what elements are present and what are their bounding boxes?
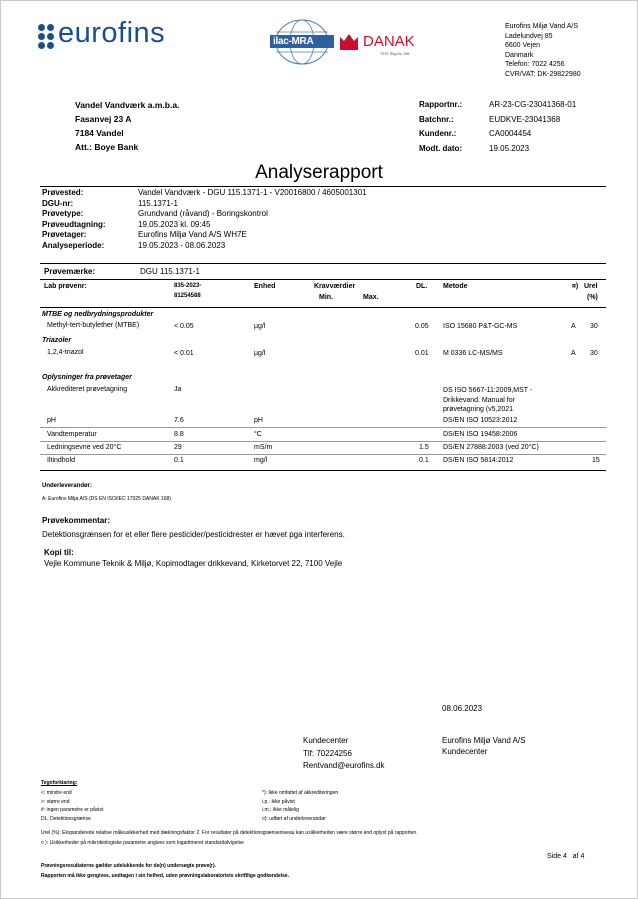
info-value: Grundvand (råvand) - Boringskontrol	[138, 209, 268, 218]
report-meta	[419, 98, 576, 156]
row-value: 7.6	[174, 417, 184, 424]
row-unit: µg/l	[254, 350, 266, 357]
recipient-line: Att.: Boye Bank	[75, 142, 139, 152]
meta-value: EUDKVE-23041368	[489, 114, 561, 124]
sign-date: 08.06.2023	[442, 704, 483, 713]
col-max: Max.	[363, 294, 379, 301]
urel-note: Urel (%): Ekspanderede relative måleusikkerhed med dækningsfaktor 2. For resultater på detektionsgrænseniveau kan usikkerheden være større end oplyst på rapporten.	[41, 830, 418, 836]
address-line: 6600 Vejen	[505, 42, 541, 49]
row-unit: °C	[254, 431, 262, 438]
eurofins-logo	[38, 17, 188, 54]
col-labno-2: 81254588	[174, 293, 201, 299]
subcontractor-title: Underleverandør:	[42, 483, 93, 489]
row-value: 29	[174, 444, 182, 451]
contact-left	[303, 735, 385, 773]
legend-item: i.p.: ikke påvist	[262, 798, 295, 805]
contact-right	[442, 735, 525, 757]
recipient-line: 7184 Vandel	[75, 128, 124, 138]
info-label: Prøvetype:	[42, 209, 84, 218]
row-method: DS/EN ISO 5814:2012	[443, 457, 514, 464]
sample-mark-label: Prøvemærke:	[44, 267, 96, 276]
row-urel: 15	[592, 457, 600, 464]
info-value: Vandel Vandværk - DGU 115.1371-1 - V20016800 / 4605001301	[138, 188, 367, 197]
col-dl: DL.	[416, 283, 428, 290]
col-unit: Enhed	[254, 283, 276, 290]
row-name: Akkrediteret prøvetagning	[47, 386, 128, 393]
row-dl: 0.05	[415, 323, 429, 330]
row-dl: 0.01	[415, 350, 429, 357]
danak-sub: TEST Reg.No. 555	[380, 52, 410, 56]
footer-line-2: Rapporten må ikke gengives, undtagen i sin helhed, uden prøvningslaboratoriets skriftlige godkendelse.	[41, 873, 290, 879]
info-value: 19.05.2023 - 08.06.2023	[138, 240, 226, 250]
address-line: CVR/VAT: DK-29822980	[505, 70, 581, 78]
comment-text: Detektionsgrænsen for et eller flere pesticider/pesticidrester er hævet pga interferens.	[42, 530, 345, 539]
recipient-line: Vandel Vandværk a.m.b.a.	[75, 100, 180, 110]
row-unit: µg/l	[254, 323, 266, 330]
page-number: Side 4 af 4	[547, 853, 585, 860]
legend-item: i.m.: ikke målelig	[262, 807, 299, 813]
row-value: Ja	[174, 386, 182, 393]
row-name: Vandtemperatur	[47, 431, 97, 438]
ilac-mra-logo	[270, 18, 334, 66]
address-line: Telefon: 7022 4256	[505, 61, 565, 68]
subcontractor-text: A: Eurofins Miljø A/S (DS EN ISO/IEC 17025 DANAK 168)	[42, 496, 171, 502]
logo-text: eurofins	[58, 17, 166, 49]
row-value: < 0.05	[174, 323, 194, 330]
legend-left	[41, 789, 103, 823]
address-line: Eurofins Miljø Vand A/S	[505, 23, 579, 30]
col-min: Min.	[319, 294, 333, 301]
info-label: DGU-nr:	[42, 198, 74, 208]
row-method: ISO 15680 P&T-GC-MS	[443, 323, 518, 330]
row-flag: A	[571, 350, 576, 357]
table-header	[0, 282, 638, 306]
info-label: Prøveudtagning:	[42, 219, 106, 229]
footer-line-1: Prøvningsresultaterne gælder udelukkende for de(n) undersøgte prøve(r).	[41, 863, 217, 869]
row-name: 1,2,4-triazol	[47, 349, 84, 356]
legend-item: *): Ikke omfattet af akkrediteringen	[262, 790, 339, 796]
row-unit: mS/m	[254, 444, 273, 451]
col-method: Metode	[443, 283, 468, 290]
contact-line: Kundecenter	[442, 747, 488, 756]
danak-text: DANAK	[363, 33, 415, 50]
row-flag: A	[571, 323, 576, 330]
row-dl: 0.1	[419, 457, 429, 464]
row-name: Methyl-tert-butylether (MTBE)	[47, 322, 140, 329]
group-title: MTBE og nedbrydningsprodukter	[42, 311, 154, 318]
row-method: DS/EN ISO 19458:2006	[443, 431, 518, 438]
sample-info	[42, 188, 367, 251]
contact-line: Tlf: 70224256	[303, 748, 352, 758]
meta-label: Batchnr.:	[419, 114, 454, 124]
legend-right	[262, 789, 338, 823]
row-name: Ledningsevne ved 20°C	[47, 444, 122, 451]
company-address	[505, 22, 581, 79]
meta-value: CA0004454	[489, 129, 532, 138]
info-label: Prøvetager:	[42, 230, 87, 239]
info-value: 19.05.2023 kl. 09:45	[138, 219, 211, 229]
contact-line: Kundecenter	[303, 736, 349, 745]
group-title: Oplysninger fra prøvetager	[42, 374, 132, 381]
info-label: Analyseperiode:	[42, 240, 105, 250]
report-title: Analyserapport	[255, 162, 383, 183]
col-labno-1: 835-2023-	[174, 283, 202, 289]
contact-line: Rentvand@eurofins.dk	[303, 761, 385, 770]
row-value: 8.8	[174, 431, 184, 438]
ilac-text: ilac-MRA	[273, 36, 314, 47]
row-method: DS/EN 27888:2003 (ved 20°C)	[443, 444, 539, 451]
legend-item: #: ingen parametre er påvist	[41, 807, 104, 813]
info-value: Eurofins Miljø Vand A/S WH7E	[138, 230, 247, 239]
info-label: Prøvested:	[42, 188, 84, 197]
row-value: 0.1	[174, 457, 184, 464]
row-urel: 30	[590, 323, 598, 330]
meta-label: Modt. dato:	[419, 143, 463, 153]
col-req: Kravværdier	[314, 283, 356, 290]
row-unit: pH	[254, 417, 263, 424]
meta-value: AR-23-CG-23041368-01	[489, 100, 577, 109]
row-dl: 1.5	[419, 444, 429, 451]
legend-item: ¤): udført af underleverandør	[262, 815, 326, 822]
legend-item: >: større end	[41, 798, 70, 805]
col-lab: Lab prøvenr:	[44, 283, 87, 290]
row-urel: 30	[590, 350, 598, 357]
danak-logo	[338, 30, 428, 60]
row-value: < 0.01	[174, 350, 194, 357]
col-urel-2: (%)	[587, 294, 598, 301]
legend-item: <: mindre end	[41, 790, 72, 796]
col-urel-1: Urel	[584, 283, 598, 290]
address-line: Ladelundvej 85	[505, 32, 553, 40]
copy-text: Vejle Kommune Teknik & Miljø, Kopimodtager drikkevand, Kirketorvet 22, 7100 Vejle	[44, 559, 343, 568]
sample-mark-value: DGU 115.1371-1	[140, 267, 200, 276]
group-title: Triazoler	[42, 337, 72, 344]
row-name: pH	[47, 417, 56, 424]
address-line: Danmark	[505, 51, 534, 59]
micro-note: ¤ ): Usikkerheder på mikrobiologiske parametre angives som logaritmeret standardafvigelse	[41, 840, 244, 846]
contact-line: Eurofins Miljø Vand A/S	[442, 736, 526, 745]
recipient-line: Fasanvej 23 A	[75, 114, 132, 124]
info-value: 115.1371-1	[138, 198, 178, 208]
copy-title: Kopi til:	[44, 548, 74, 557]
col-flag: ¤)	[572, 283, 579, 290]
meta-label: Kundenr.:	[419, 129, 457, 138]
sample-mark	[44, 267, 200, 276]
comment-title: Prøvekommentar:	[42, 516, 111, 525]
legend-item: DL: Detektionsgrænse	[41, 815, 91, 822]
row-unit: mg/l	[254, 457, 268, 464]
row-method: DS ISO 5667-11:2009,MST - Drikkevand. Manual for prøvetagning (v5,2021	[443, 387, 533, 413]
row-name: Iltindhold	[47, 457, 76, 464]
row-method: M 0336 LC-MS/MS	[443, 350, 503, 357]
legend-title: Tegnforklaring:	[41, 780, 78, 786]
crown-icon	[338, 31, 360, 51]
meta-label: Rapportnr.:	[419, 100, 463, 109]
meta-value: 19.05.2023	[489, 143, 530, 153]
recipient-address	[75, 98, 179, 154]
row-method: DS/EN ISO 10523:2012	[443, 417, 518, 424]
